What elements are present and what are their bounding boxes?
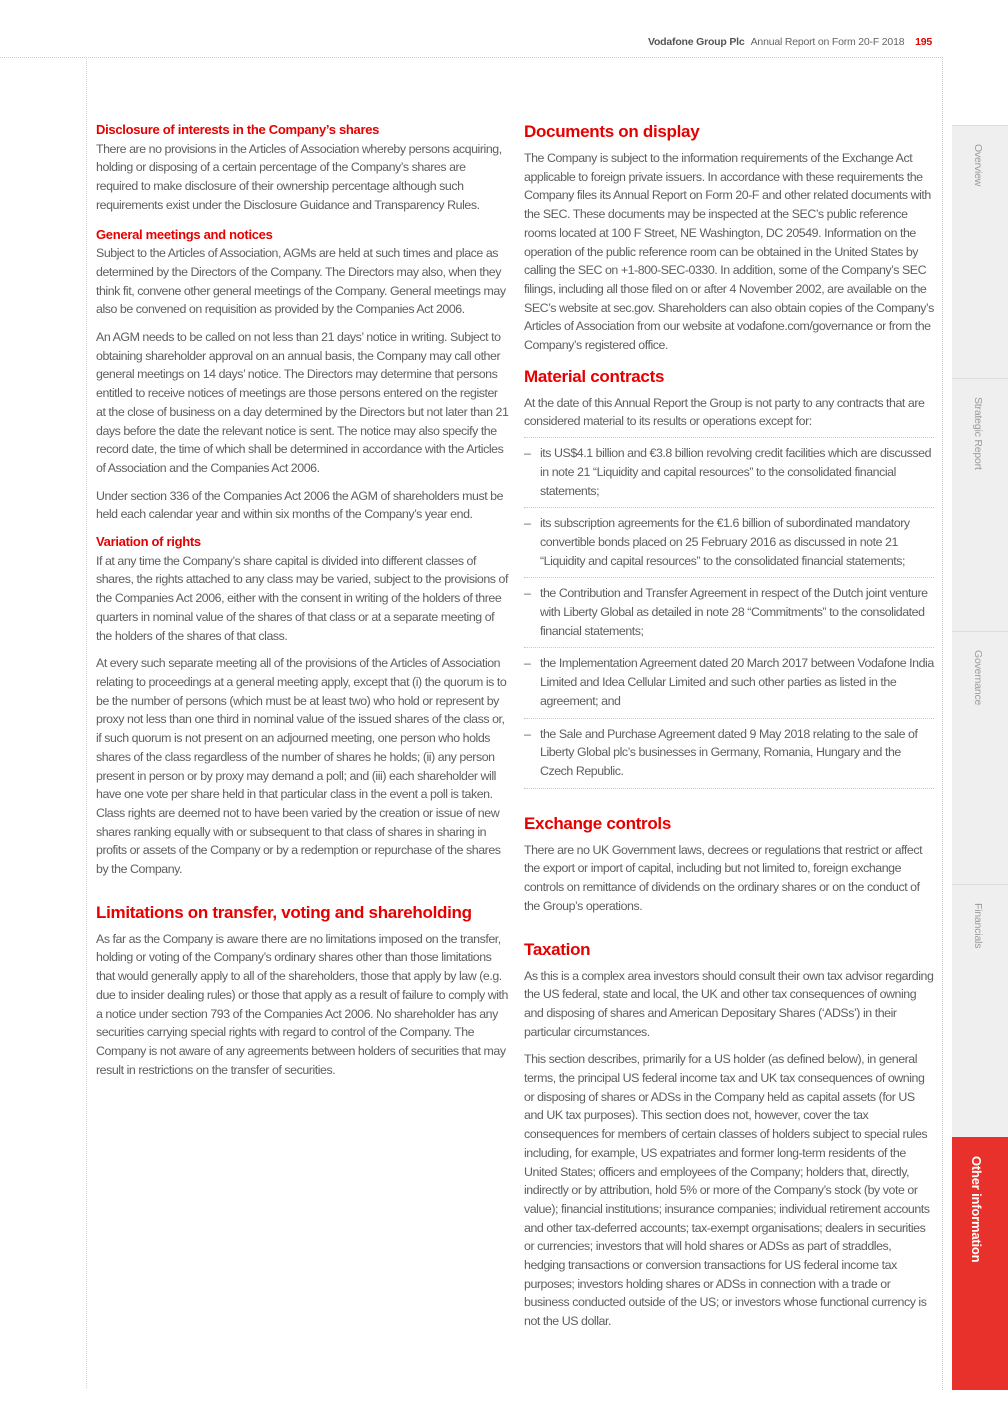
paragraph: There are no UK Government laws, decrees or regulations that restrict or affect the export or import of capital, including but not limited to, foreign exchange controls on remittance of dividends on the ordinary shares or on the conduct of the Group’s operations. — [524, 842, 923, 913]
left-column — [96, 121, 510, 1088]
paragraph: This section describes, primarily for a US holder (as defined below), in general terms, the principal US federal income tax and UK tax consequences of owning or disposing of shares or ADSs in the Company held as capital assets (for US and UK tax purposes). This section does not, however, cover the tax consequences for members of certain classes of holders subject to special rules including, for example, US expatriates and former long-term residents of the United States; officers and employees of the Company; holders that, directly, indirectly or by attribution, hold 5% or more of the Company’s stock (by vote or value); financial institutions; insurance companies; individual retirement accounts and other tax-deferred accounts; tax-exempt organisations; dealers in securities or currencies; investors that will hold shares or ADSs as part of straddles, hedging transactions or conversion transactions for US federal income tax purposes; investors holding shares or ADSs in connection with a trade or business conducted outside of the US; or investors whose functional currency is not the US dollar. — [524, 1052, 930, 1329]
list-item — [524, 508, 934, 578]
bullet-dash: – — [524, 656, 531, 671]
section-heading: General meetings and notices — [96, 226, 273, 242]
section-taxation — [524, 939, 934, 1331]
paragraph: There are no provisions in the Articles of Association whereby persons acquiring, holding or disposing of a certain percentage of the Company’s shares are required to make disclosure of their ownership percentage although such requirements exist under the Disclosure Guidance and Transparency Rules. — [96, 141, 502, 212]
section-exchange-controls — [524, 813, 934, 916]
page-header — [648, 36, 932, 48]
tab-label: Governance — [972, 650, 984, 706]
list-item — [524, 719, 934, 789]
list-item — [524, 438, 934, 508]
tab-label: Other information — [969, 1156, 984, 1263]
list-item-text: its US$4.1 billion and €3.8 billion revolving credit facilities which are discussed in note 21 “Liquidity and capital resources” to the consolidated financial statements; — [540, 446, 932, 498]
paragraph: The Company is subject to the information requirements of the Exchange Act applicable to foreign private issuers. In accordance with these requirements the Company files its Annual Report on Form 20-F and other related documents with the SEC. These documents may be inspected at the SEC’s public reference rooms located at 100 F Street, NE Washington, DC 20549. Information on the operation of the public reference room can be obtained in the United States by calling the SEC on +1-800-SEC-0330. In addition, some of the Company’s SEC filings, including all those filed on or after 4 November 2002, are available on the SEC’s website at sec.gov. Shareholders can also obtain copies of the Company’s Articles of Association from our website at vodafone.com/governance or from the Company’s registered office. — [524, 151, 934, 353]
section-limitations — [96, 902, 510, 1080]
tab-label: Financials — [972, 903, 984, 949]
section-variation-of-rights — [96, 533, 510, 879]
paragraph: At the date of this Annual Report the Group is not party to any contracts that are considered material to its results or operations except for: — [524, 395, 925, 429]
section-heading: Material contracts — [524, 366, 665, 386]
list-item — [524, 648, 934, 718]
paragraph: An AGM needs to be called on not less than 21 days’ notice in writing. Subject to obtaining shareholder approval on an annual basis, the Company may call other general meetings on 14 days’ notice. The Directors may determine that persons entitled to receive notices of meetings are those persons entered on the register at the close of business on a day determined by the Directors but not later than 21 days before the date the relevant notice is sent. The notice may also specify the record date, the time of which shall be determined in accordance with the Articles of Association and the Companies Act 2006. — [96, 330, 509, 475]
company-name: Vodafone Group Plc — [647, 36, 745, 48]
section-documents-on-display — [524, 121, 934, 355]
tab-financials[interactable] — [952, 884, 1008, 1137]
section-heading: Documents on display — [524, 122, 700, 141]
paragraph: Subject to the Articles of Association, AGMs are held at such times and place as determined by the Directors of the Company. The Directors may also, when they think fit, convene other general meetings of the Company. General meetings may also be convened on requisition as provided by the Companies Act 2006. — [96, 246, 506, 317]
paragraph: As this is a complex area investors should consult their own tax advisor regarding the US federal, state and local, the UK and other tax consequences of owning and disposing of shares and American Depositary Shares (‘ADSs’) in their particular circumstances. — [524, 968, 934, 1039]
report-title: Annual Report on Form 20-F 2018 — [750, 36, 905, 48]
left-margin-divider — [86, 57, 87, 1388]
section-heading: Variation of rights — [96, 534, 201, 550]
section-tabs — [952, 125, 1008, 1390]
list-item-text: the Implementation Agreement dated 20 March 2017 between Vodafone India Limited and Idea Cellular Limited and such other parties as listed in the agreement; and — [540, 656, 934, 708]
tab-strategic-report[interactable] — [952, 378, 1008, 631]
section-heading: Disclosure of interests in the Company’s shares — [96, 122, 380, 137]
header-divider — [0, 57, 943, 58]
bullet-dash: – — [524, 446, 531, 461]
contracts-list — [524, 437, 934, 789]
list-item-text: its subscription agreements for the €1.6 billion of subordinated mandatory convertible bonds placed on 25 February 2016 as discussed in note 21 “Liquidity and capital resources” to the consolidated financial statements; — [540, 516, 910, 568]
list-item — [524, 578, 934, 648]
bullet-dash: – — [524, 516, 531, 531]
section-heading: Limitations on transfer, voting and shareholding — [96, 902, 472, 922]
section-disclosure-of-interests — [96, 121, 510, 215]
tab-label: Strategic Report — [972, 397, 984, 470]
section-heading: Taxation — [524, 939, 591, 959]
paragraph: Under section 336 of the Companies Act 2006 the AGM of shareholders must be held each calendar year and within six months of the Company’s year end. — [96, 488, 504, 522]
tab-governance[interactable] — [952, 631, 1008, 884]
paragraph: At every such separate meeting all of the provisions of the Articles of Association relating to proceedings at a general meeting apply, except that (i) the quorum is to be the number of persons (which must be at least two) who hold or represent by proxy not less than one third in nominal value of the issued shares of the class or, if such quorum is not present on an adjourned meeting, one person who holds shares of the class regardless of the number of shares he holds; (ii) any person present in person or by proxy may demand a poll; and (iii) each shareholder will have one vote per share held in that particular class in the event a poll is taken. Class rights are deemed not to have been varied by the creation or issue of new shares ranking equally with or subsequent to that class of shares in sharing in profits or assets of the Company or by a redemption or repurchase of the shares by the Company. — [96, 656, 507, 877]
bullet-dash: – — [524, 726, 531, 741]
tab-label: Overview — [972, 144, 984, 187]
paragraph: As far as the Company is aware there are no limitations imposed on the transfer, holding or voting of the Company’s ordinary shares other than those limitations that would generally apply to all of the shareholders, those that apply by law (e.g. due to insider dealing rules) or those that apply as a result of failure to comply with a notice under section 793 of the Companies Act 2006. No shareholder has any securities carrying special rights with regard to control of the Company. The Company is not aware of any agreements between holders of securities that may result in restrictions on the transfer of securities. — [96, 931, 508, 1077]
right-column — [524, 121, 934, 1340]
tab-overview[interactable] — [952, 125, 1008, 378]
list-item-text: the Sale and Purchase Agreement dated 9 May 2018 relating to the sale of Liberty Global plc’s businesses in Germany, Romania, Hungary and the Czech Republic. — [540, 726, 918, 778]
page-number: 195 — [915, 36, 932, 48]
section-heading: Exchange controls — [524, 813, 671, 833]
bullet-dash: – — [524, 586, 531, 601]
tab-other-information[interactable] — [952, 1137, 1008, 1390]
section-general-meetings — [96, 226, 510, 525]
paragraph: If at any time the Company’s share capital is divided into different classes of shares, the rights attached to any class may be varied, subject to the provisions of the Companies Act 2006, either with the consent in writing of the holders of three quarters in nominal value of the shares of that class or at a separate meeting of the holders of the shares of that class. — [96, 553, 508, 643]
right-margin-divider — [942, 57, 943, 1390]
list-item-text: the Contribution and Transfer Agreement in respect of the Dutch joint venture with Liberty Global as detailed in note 28 “Commitments” to the consolidated financial statements; — [540, 586, 928, 638]
section-material-contracts — [524, 366, 934, 789]
